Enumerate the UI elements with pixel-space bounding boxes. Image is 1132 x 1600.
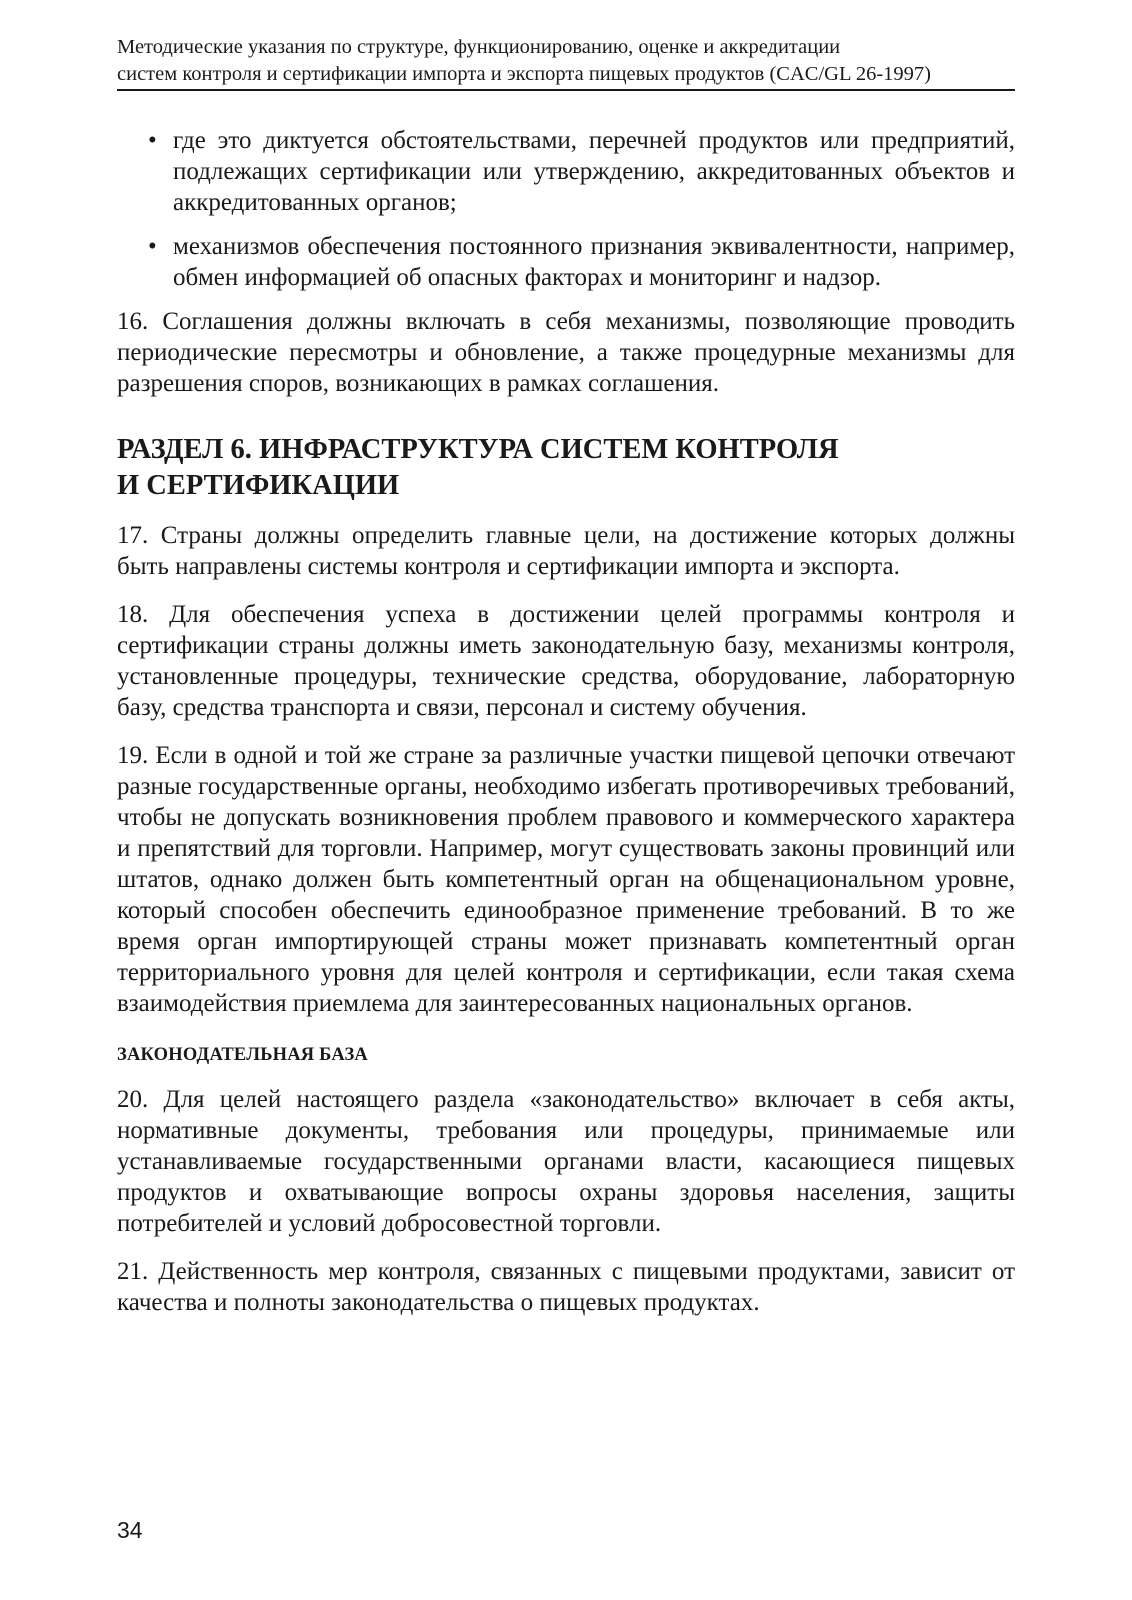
header-line-2: систем контроля и сертификации импорта и экспорта пищевых продуктов (CAC/GL 26-1997) <box>117 63 931 85</box>
page-content <box>117 125 1015 1318</box>
paragraph-18: 18. Для обеспечения успеха в достижении целей программы контроля и сертификации страны должны иметь законодательную базу, механизмы контроля, установленные процедуры, технические средства, оборудование, лабораторную базу, средства транспорта и связи, персонал и систему обучения. <box>117 601 1015 721</box>
section-title-line-2: И СЕРТИФИКАЦИИ <box>117 470 400 501</box>
bullet-item: • механизмов обеспечения постоянного признания эквивалентности, например, обмен информацией об опасных факторах и мониторинг и надзор. <box>173 231 1015 293</box>
header-line-1: Методические указания по структуре, функционированию, оценке и аккредитации <box>117 36 841 58</box>
document-page <box>117 34 1015 1335</box>
bullet-item: • где это диктуется обстоятельствами, перечней продуктов или предприятий, подлежащих сертификации или утверждению, аккредитованных объектов и аккредитованных органов; <box>173 125 1015 218</box>
section-title-line-1: РАЗДЕЛ 6. ИНФРАСТРУКТУРА СИСТЕМ КОНТРОЛЯ <box>117 434 839 465</box>
section-title <box>117 432 1015 504</box>
subsection-title: ЗАКОНОДАТЕЛЬНАЯ БАЗА <box>117 1045 368 1065</box>
paragraph-20: 20. Для целей настоящего раздела «законодательство» включает в себя акты, нормативные документы, требования или процедуры, принимаемые или устанавливаемые государственными органами власти, касающиеся пищевых продуктов и охватывающие вопросы охраны здоровья населения, защиты потребителей и условий добросовестной торговли. <box>117 1086 1015 1237</box>
paragraph-17: 17. Страны должны определить главные цели, на достижение которых должны быть направлены системы контроля и сертификации импорта и экспорта. <box>117 522 1015 580</box>
bullet-list <box>117 125 1015 293</box>
paragraph-16: 16. Соглашения должны включать в себя механизмы, позволяющие проводить периодические пересмотры и обновление, а также процедурные механизмы для разрешения споров, возникающих в рамках соглашения. <box>117 308 1015 397</box>
paragraph-19: 19. Если в одной и той же стране за различные участки пищевой цепочки отвечают разные государственные органы, необходимо избегать противоречивых требований, чтобы не допускать возникновения проблем правового и коммерческого характера и препятствий для торговли. Например, могут существовать законы провинций или штатов, однако должен быть компетентный орган на общенациональном уровне, который способен обеспечить единообразное применение требований. В то же время орган импортирующей страны может признавать компетентный орган территориального уровня для целей контроля и сертификации, если такая схема взаимодействия приемлема для заинтересованных национальных органов. <box>117 742 1015 1017</box>
page-number: 34 <box>117 1517 143 1543</box>
running-header <box>117 34 1015 91</box>
paragraph-21: 21. Действенность мер контроля, связанных с пищевыми продуктами, зависит от качества и полноты законодательства о пищевых продуктах. <box>117 1258 1015 1316</box>
